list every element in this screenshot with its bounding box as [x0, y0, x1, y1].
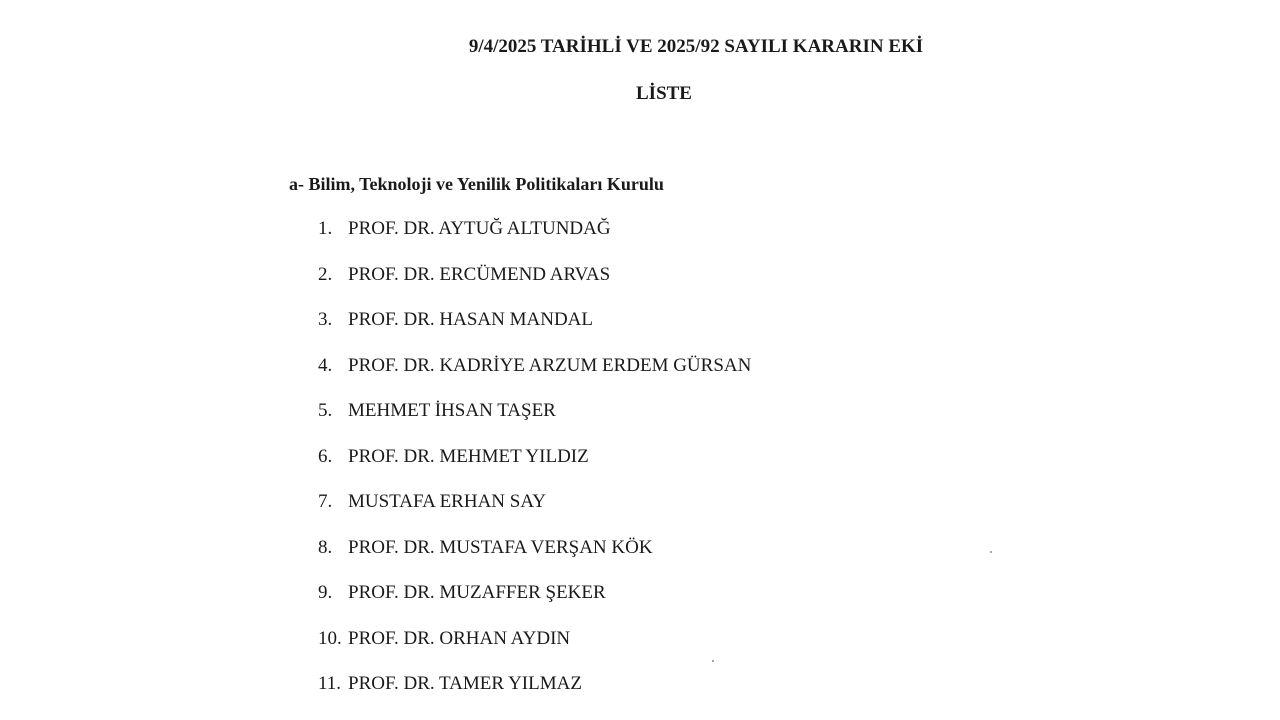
list-item-name: PROF. DR. MUSTAFA VERŞAN KÖK — [348, 536, 653, 558]
list-item — [318, 355, 751, 401]
list-item-name: PROF. DR. HASAN MANDAL — [348, 309, 593, 330]
list-item-number: 11. — [318, 673, 342, 694]
list-item-name: PROF. DR. TAMER YILMAZ — [348, 673, 582, 694]
list-item — [318, 309, 751, 355]
list-item — [318, 218, 751, 264]
list-item-number: 10. — [318, 627, 342, 649]
list-item-number: 7. — [318, 491, 333, 512]
list-item-name: MUSTAFA ERHAN SAY — [348, 491, 547, 512]
list-item-number: 5. — [318, 400, 333, 421]
list-item — [318, 582, 751, 628]
document-title: 9/4/2025 TARİHLİ VE 2025/92 SAYILI KARARIN EKİ — [468, 36, 924, 57]
member-list — [318, 218, 751, 719]
list-item-name: PROF. DR. KADRİYE ARZUM ERDEM GÜRSAN — [348, 354, 752, 376]
list-item-name: PROF. DR. MEHMET YILDIZ — [348, 445, 589, 467]
list-item-number: 9. — [318, 582, 333, 603]
list-item-number: 3. — [318, 309, 333, 330]
list-item-number: 1. — [318, 218, 333, 239]
list-item-name: PROF. DR. MUZAFFER ŞEKER — [348, 582, 606, 603]
list-item-name: PROF. DR. ERCÜMEND ARVAS — [348, 263, 611, 285]
list-item — [318, 628, 751, 674]
list-item — [318, 491, 751, 537]
scan-speck — [712, 660, 714, 662]
list-item-number: 8. — [318, 536, 333, 558]
list-item-number: 2. — [318, 263, 333, 285]
list-item-number: 6. — [318, 445, 333, 467]
list-item-name: MEHMET İHSAN TAŞER — [348, 400, 556, 421]
list-item-number: 4. — [318, 354, 333, 376]
list-item — [318, 446, 751, 492]
list-item-name: PROF. DR. ORHAN AYDIN — [348, 627, 571, 649]
list-item — [318, 264, 751, 310]
document-subtitle: LİSTE — [636, 83, 692, 104]
scan-speck — [990, 551, 992, 553]
section-heading: a- Bilim, Teknoloji ve Yenilik Politikaları Kurulu — [289, 174, 664, 194]
list-item-name: PROF. DR. AYTUĞ ALTUNDAĞ — [348, 218, 611, 239]
list-item — [318, 400, 751, 446]
list-item — [318, 673, 751, 719]
list-item — [318, 537, 751, 583]
